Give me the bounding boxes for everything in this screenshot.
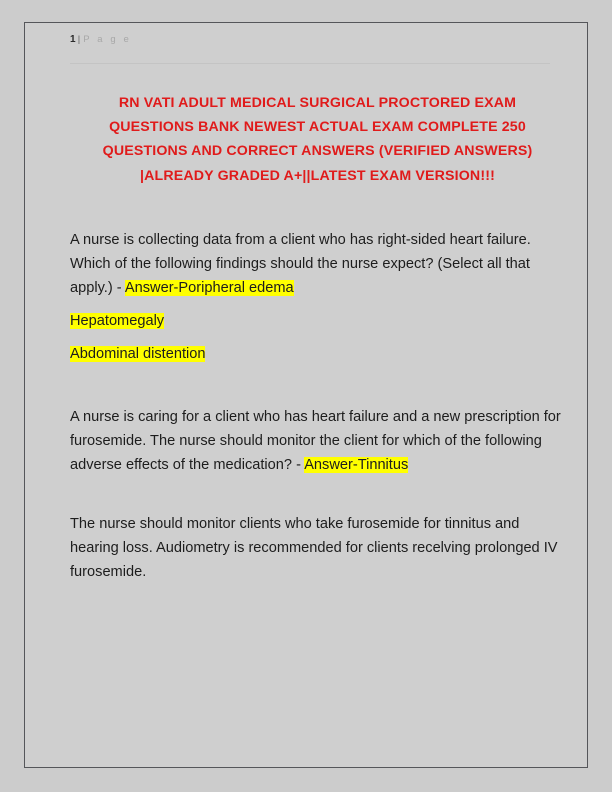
title-body-spacer bbox=[70, 188, 565, 228]
extra-answer-highlight-2: Abdominal distention bbox=[70, 345, 206, 362]
document-title: RN VATI ADULT MEDICAL SURGICAL PROCTORED EXAM QUESTIONS BANK NEWEST ACTUAL EXAM COMPLETE 250 QUESTIONS AND CORRECT ANSWERS (VERIFIED ANSWERS) |ALREADY GRADED A+||LATEST EXAM VERSION!!! bbox=[102, 95, 533, 184]
answer-highlight-2: Answer-Tinnitus bbox=[304, 457, 409, 474]
answer-spacer-1 bbox=[70, 301, 565, 309]
question-block-2 bbox=[70, 405, 565, 478]
extra-answer-highlight-1: Hepatomegaly bbox=[70, 312, 165, 329]
question-text-2: A nurse is caring for a client who has heart failure and a new prescription for furosemide. The nurse should monitor the client for which of the following adverse effects of the medication? - bbox=[70, 408, 561, 474]
extra-answer-row-2 bbox=[70, 342, 565, 367]
page-header bbox=[25, 23, 587, 65]
answer-highlight-1: Answer-Poripheral edema bbox=[124, 280, 294, 297]
question-text-1: A nurse is collecting data from a client who has right-sided heart failure. Which of the following findings should the nurse expect? (Select all that apply.) - bbox=[70, 231, 531, 297]
header-page-number: 1 bbox=[70, 34, 76, 45]
document-page bbox=[24, 22, 588, 768]
page-number-header bbox=[70, 34, 587, 46]
header-separator: | bbox=[77, 34, 81, 45]
document-body bbox=[25, 65, 587, 584]
block-spacer-1 bbox=[70, 367, 565, 405]
question-block-1 bbox=[70, 228, 565, 301]
block-spacer-2 bbox=[70, 478, 565, 512]
extra-answer-row-1 bbox=[70, 309, 565, 334]
header-divider bbox=[70, 63, 550, 64]
answer-spacer-2 bbox=[70, 334, 565, 342]
header-page-word: P a g e bbox=[83, 34, 132, 45]
rationale-block: The nurse should monitor clients who take furosemide for tinnitus and hearing loss. Audiometry is recommended for clients recelving prolonged IV furosemide. bbox=[70, 515, 558, 581]
